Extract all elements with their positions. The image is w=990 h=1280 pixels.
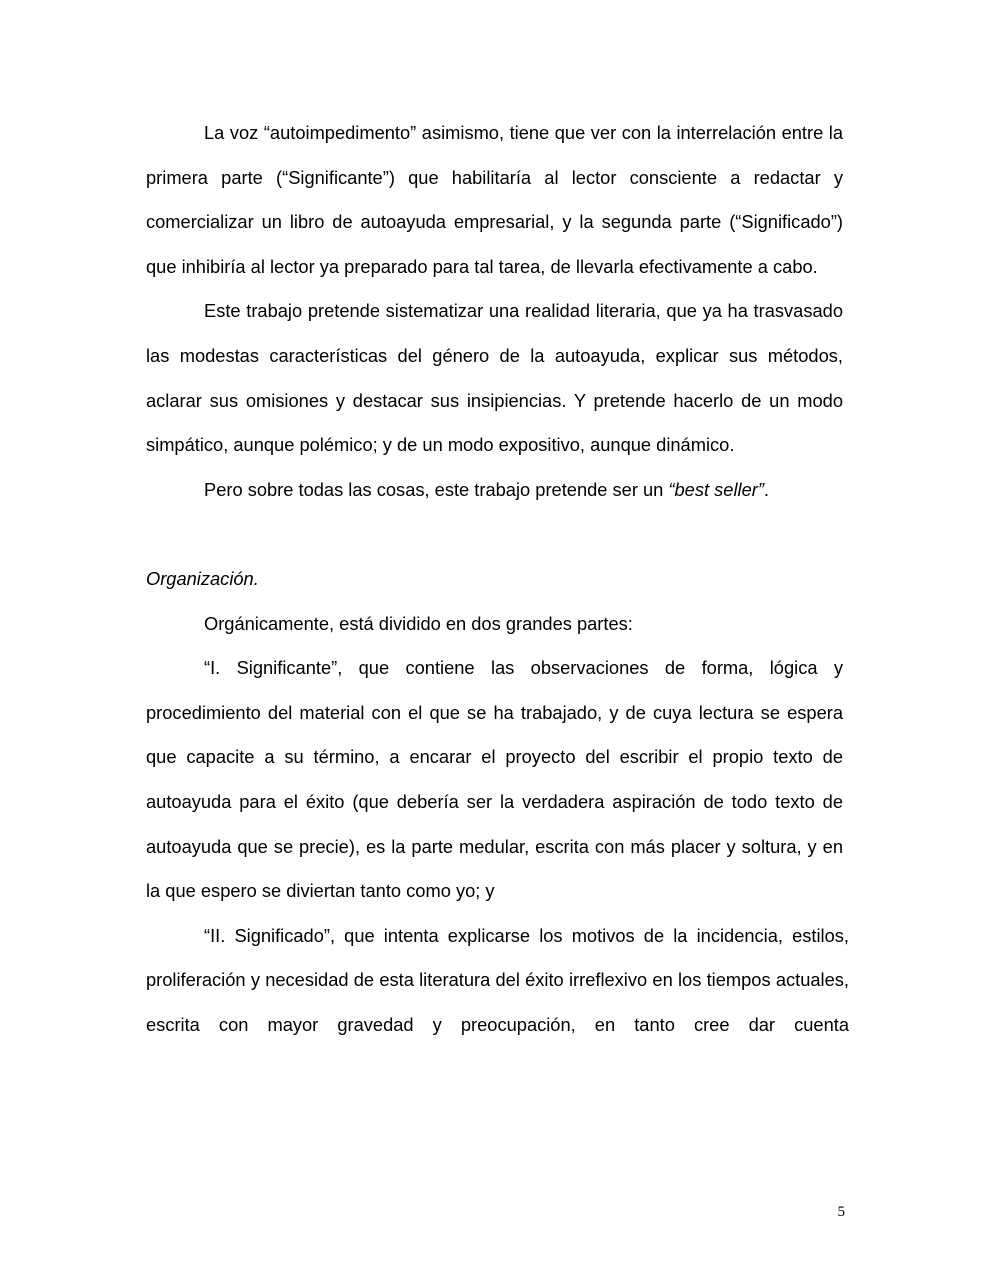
best-seller-lead: Pero sobre todas las cosas, este trabajo pretende ser un — [204, 478, 669, 500]
paragraph-best-seller — [146, 468, 843, 513]
best-seller-emphasis: “best seller” — [668, 478, 764, 500]
paragraph-autoimpedimento: La voz “autoimpedimento” asimismo, tiene que ver con la interrelación entre la primera parte (“Significante”) que habilitaría al lector consciente a redactar y comercializar un libro de autoayuda empresarial, y la segunda parte (“Significado”) que inhibiría al lector ya preparado para tal tarea, de llevarla efectivamente a cabo. — [146, 122, 843, 277]
paragraph-part-one: “I. Significante”, que contiene las observaciones de forma, lógica y procedimiento del material con el que se ha trabajado, y de cuya lectura se espera que capacite a su término, a encarar el proyecto del escribir el propio texto de autoayuda para el éxito (que debería ser la verdadera aspiración de todo texto de autoayuda que se precie), es la parte medular, escrita con más placer y soltura, y en la que espero se diviertan tanto como yo; y — [146, 657, 843, 902]
best-seller-period: . — [763, 478, 770, 500]
page-number: 5 — [837, 1204, 845, 1220]
paragraph-part-two: “II. Significado”, que intenta explicarse los motivos de la incidencia, estilos, proliferación y necesidad de esta literatura del éxito irreflexivo en los tiempos actuales, escrita con mayor gravedad y preocupación, en tanto cree dar cuenta — [146, 924, 849, 1035]
paragraph-organization-intro: Orgánicamente, está dividido en dos grandes partes: — [204, 612, 633, 634]
section-heading-organizacion: Organización. — [146, 567, 259, 589]
body-text — [146, 111, 849, 1047]
paragraph-objective: Este trabajo pretende sistematizar una realidad literaria, que ya ha trasvasado las modestas características del género de la autoayuda, explicar sus métodos, aclarar sus omisiones y destacar sus insipiencias. Y pretende hacerlo de un modo simpático, aunque polémico; y de un modo expositivo, aunque dinámico. — [146, 300, 843, 456]
